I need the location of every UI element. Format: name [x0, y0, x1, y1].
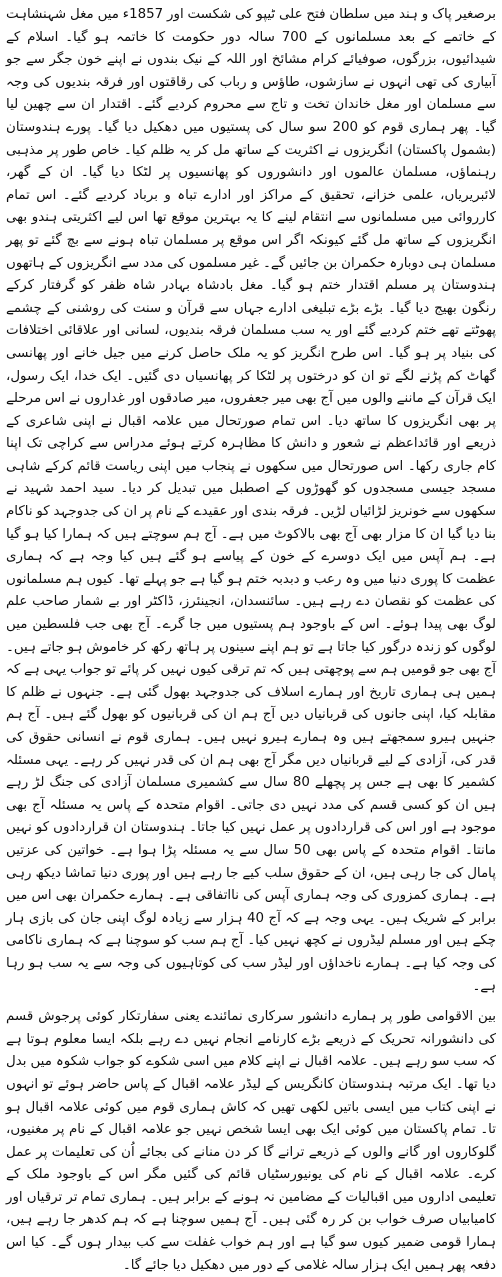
article-paragraph-2: بین الاقوامی طور پر ہمارے دانشور سرکاری نمائندے یعنی سفارتکار کوئی پرجوش قسم کی دانشورانہ تحریک کے ذریعے بڑے کارنامے انجام نہیں دے رہے بلکہ ایسا معلوم ہوتا ہے کہ سب سو رہے ہیں۔ علامہ اقبال نے اپنے کلام میں اسی شکوے کو جواب شکوہ میں بدل دیا تھا۔ ایک مرتبہ ہندوستان کانگریس کے لیڈر علامہ اقبال کے پاس حاضر ہوئے تو انہوں نے اپنی کتاب میں ایسی باتیں لکھی تھیں کہ کاش ہماری قوم میں کوئی علامہ اقبال ہو تا۔ تمام پاکستان میں کوئی ایک بھی ایسا شخص نہیں جو علامہ اقبال کے نام پر مغنیوں، گلوکاروں اور گانے والوں کے ذریعے ترانے گا کر دن منانے کی بجائے اُن کی تعلیمات پر عمل کرے۔ علامہ اقبال کے نام کی یونیورسٹیاں قائم کی گئیں مگر اس کے باوجود ملک کے تعلیمی اداروں میں اقبالیات کے مضامین نہ ہونے کے برابر ہیں۔ ہماری تمام تر ترقیاں اور کامیابیاں صرف خواب بن کر رہ گئی ہیں۔ آج ہمیں سوچنا ہے کہ ہم کدھر جا رہے ہیں، ہمارا قومی ضمیر کیوں سو گیا ہے اور ہم خواب غفلت سے کب بیدار ہوں گے۔ کیا اس دفعہ پھر ہمیں ایک ہزار سالہ غلامی کے دور میں دھکیل دیا جائے گا۔: [6, 1009, 496, 1273]
article-paragraph-1: برصغیر پاک و ہند میں سلطان فتح علی ٹیپو کی شکست اور 1857ء میں مغل شہنشاہت کے خاتمے کے بعد مسلمانوں کے 700 سالہ دور حکومت کا خاتمہ ہو گیا۔ اسلام کے شیدائیوں، بزرگوں، صوفیائے کرام مشائخ اور اللہ کے نیک بندوں نے اپنے خون جگر سے جو آبیاری کی تھی انہوں نے سازشوں، طاؤس و رباب کی رقاقتوں اور فرقہ بندیوں کی وجہ سے مسلمان اور مغل خاندان تخت و تاج سے محروم کردیے گئے۔ اقتدار ان سے چھین لیا گیا۔ پھر ہماری قوم کو 200 سو سال کی پستیوں میں دھکیل دیا گیا۔ پورے ہندوستان (بشمول پاکستان) انگریزوں نے اکثریت کے ساتھ مل کر یہ ظلم کیا۔ خاص طور پر مذہبی رہنماؤں، مسلمان عالموں اور دانشوروں کو پھانسیوں پر لٹکا دیا گیا۔ ان کے گھر، لائبریریاں، علمی خزانے، تحقیق کے مراکز اور ادارے تباہ و برباد کردیے گئے۔ اس تمام کارروائی میں مسلمانوں سے انتقام لینے کا یہ بہترین موقع تھا اس لیے اکثریتی ہندو بھی انگریزوں کے ساتھ مل گئے کیونکہ اگر اس موقع پر مسلمان تباہ ہونے سے بچ گئے تو پھر مسلمان ہی دوبارہ حکمران بن جائیں گے۔ غیر مسلموں کی مدد سے انگریزوں کے ہاتھوں ہندوستان پر مسلم اقتدار ختم ہو گیا۔ مغل بادشاہ بہادر شاہ ظفر کو گرفتار کرکے رنگون بھیج دیا گیا۔ بڑے بڑے تبلیغی ادارے جہاں سے قرآن و سنت کی روشنی کے چشمے پھوٹتے تھے ختم کردیے گئے اور یہ سب مسلمان فرقہ بندیوں، لسانی اور علاقائی اختلافات کی بنیاد پر ہو گیا۔ اس طرح انگریز کو یہ ملک حاصل کرنے میں جیل خانے اور پھانسی گھاٹ کم پڑنے لگے تو ان کو درختوں پر لٹکا کر پھانسیاں دی گئیں۔ ایک خدا، ایک رسول، ایک قرآن کے ماننے والوں میں آج بھی میر جعفروں، میر صادقوں اور غداروں نے اس مرحلے پر بھی انگریزوں کا ساتھ دیا۔ اس تمام صورتحال میں علامہ اقبال نے اپنی شاعری کے ذریعے اور قائداعظم نے شعور و دانش کا مظاہرہ کرتے ہوئے مدراس سے کراچی تک اپنا کام جاری رکھا۔ اس صورتحال میں سکھوں نے پنجاب میں اپنی ریاست قائم کرکے شاہی مسجد جیسی مسجدوں کو گھوڑوں کے اصطبل میں تبدیل کر دیا۔ سید احمد شہید نے سکھوں سے خونریز لڑائیاں لڑیں۔ فرقہ بندی اور عقیدے کے نام پر ان کی جدوجہد کو ناکام بنا دیا گیا ان کا مزار بھی آج بھی بالاکوٹ میں ہے۔ آج ہم سوچتے ہیں کہ ہمارا کیا ہو گیا ہے۔ ہم آپس میں ایک دوسرے کے خون کے پیاسے ہو گئے ہیں کیا وجہ ہے کہ ہماری عظمت کا پوری دنیا میں وہ رعب و دبدبہ ختم ہو گیا ہے جو پہلے تھا۔ کیوں ہم مسلمانوں کی عظمت کو نقصان دے رہے ہیں۔ سائنسدان، انجینئرز، ڈاکٹر اور بے شمار صاحب علم لوگ بھی پیدا ہوئے۔ اس کے باوجود ہم پستیوں میں جا گرے۔ آج بھی جب فلسطین میں لوگوں کو زندہ درگور کیا جاتا ہے تو ہم اپنے سینوں پر ہاتھ رکھ کر خاموش ہو جاتے ہیں۔ آج بھی جو قومیں ہم سے پوچھتی ہیں کہ تم ترقی کیوں نہیں کر پائے تو جواب یہی ہے کہ ہمیں ہی ہماری تاریخ اور ہمارے اسلاف کی جدوجہد بھول گئی ہے۔ جنہوں نے ظلم کا مقابلہ کیا، اپنی جانوں کی قربانیاں دیں آج ہم ان کی قربانیوں کو بھول گئے ہیں۔ آج ہم جنہیں ہیرو سمجھتے ہیں وہ ہمارے ہیرو نہیں ہیں۔ ہماری قوم نے انسانی حقوق کی قدر کی، آزادی کے لیے قربانیاں دیں مگر آج بھی ہم ان کی قدر نہیں کر رہے۔ یہی مسئلہ کشمیر کا بھی ہے جس پر پچھلے 80 سال سے کشمیری مسلمان آزادی کی جنگ لڑ رہے ہیں ان کو کسی قسم کی مدد نہیں دی جاتی۔ اقوام متحدہ کے پاس یہ مسئلہ آج بھی موجود ہے اور اس کی قراردادوں پر عمل نہیں کیا جاتا۔ ہندوستان ان قراردادوں کو نہیں مانتا۔ اقوام متحدہ کے پاس بھی 50 سال سے یہ مسئلہ پڑا ہوا ہے۔ خواتین کی عزتیں پامال کی جا رہی ہیں، ان کے حقوق سلب کیے جا رہے ہیں اور پوری دنیا تماشا دیکھ رہی ہے۔ ہماری کمزوری کی وجہ ہماری آپس کی نااتفاقی ہے۔ ہمارے حکمران بھی اس میں برابر کے شریک ہیں۔ یہی وجہ ہے کہ آج 40 ہزار سے زیادہ لوگ اپنی جان کی بازی ہار چکے ہیں اور مسلم لیڈروں نے کچھ نہیں کیا۔ آج ہم سب کو سوچنا ہے کہ ہماری ناکامی کی وجہ کیا ہے۔ ہمارے ناخداؤں اور لیڈر سب کی کوتاہیوں کی وجہ سے یہ سب ہو رہا ہے۔: [6, 7, 497, 994]
article-page: [6, 4, 497, 1273]
